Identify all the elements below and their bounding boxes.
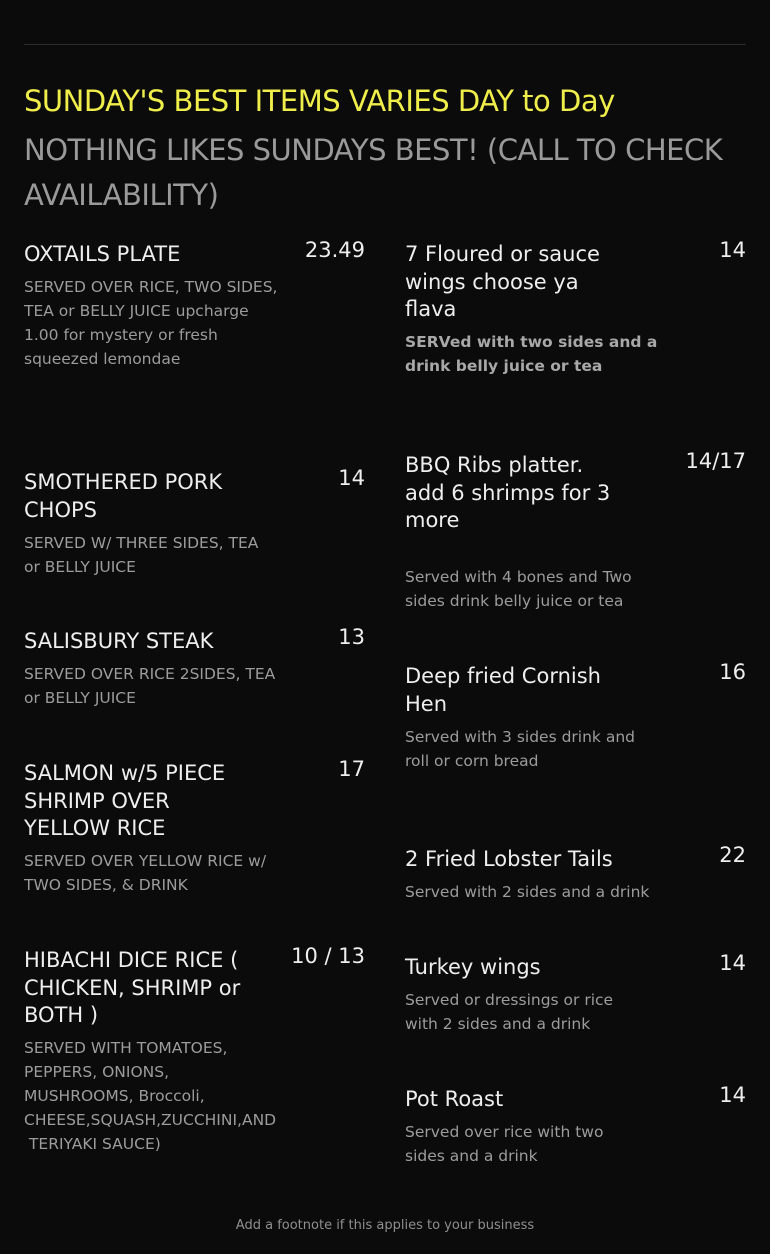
item-price: 14/17	[685, 449, 746, 473]
item-name: OXTAILS PLATE	[24, 242, 181, 266]
item-name: SALISBURY STEAK	[24, 629, 214, 653]
item-name: SMOTHERED PORK CHOPS	[24, 470, 223, 522]
item-name: SALMON w/5 PIECE SHRIMP OVER YELLOW RICE	[24, 761, 226, 840]
item-price: 13	[338, 625, 365, 649]
item-description: SERVED OVER YELLOW RICE w/ TWO SIDES, & DRINK	[24, 852, 267, 894]
item-name: 2 Fried Lobster Tails	[405, 847, 613, 871]
item-description: Served with 2 sides and a drink	[405, 883, 650, 901]
item-description: Served with 4 bones and Two sides drink belly juice or tea	[405, 568, 632, 610]
item-description: Served or dressings or rice with 2 sides and a drink	[405, 991, 614, 1033]
item-description: SERVED W/ THREE SIDES, TEA or BELLY JUICE	[24, 534, 259, 576]
top-divider	[24, 44, 746, 45]
item-price: 17	[338, 757, 365, 781]
item-description: SERVED WITH TOMATOES, PEPPERS, ONIONS, MUSHROOMS, Broccoli, CHEESE,SQUASH,ZUCCHINI,AND TERIYAKI SAUCE)	[24, 1039, 277, 1153]
item-description: SERVED OVER RICE 2SIDES, TEA or BELLY JUICE	[24, 665, 276, 707]
item-name: 7 Floured or sauce wings choose ya flava	[405, 242, 600, 321]
item-name: HIBACHI DICE RICE ( CHICKEN, SHRIMP or BOTH )	[24, 948, 241, 1027]
item-price: 22	[719, 843, 746, 867]
item-description: SERVED OVER RICE, TWO SIDES, TEA or BELLY JUICE upcharge 1.00 for mystery or fresh squeezed lemondae	[24, 278, 278, 368]
footnote: Add a footnote if this applies to your business	[235, 1218, 535, 1233]
item-name: Turkey wings	[405, 955, 541, 979]
item-price: 14	[719, 238, 746, 262]
item-name: BBQ Ribs platter. add 6 shrimps for 3 more	[405, 453, 611, 532]
item-description: Served with 3 sides drink and roll or corn bread	[405, 728, 635, 770]
item-price: 23.49	[304, 238, 365, 262]
menu-headline: SUNDAY'S BEST ITEMS VARIES DAY to Day	[24, 84, 615, 118]
item-name: Deep fried Cornish Hen	[405, 664, 601, 716]
item-price: 14	[719, 1083, 746, 1107]
item-price: 14	[719, 951, 746, 975]
item-description: Served over rice with two sides and a drink	[405, 1123, 604, 1165]
item-description: SERVed with two sides and a drink belly juice or tea	[405, 333, 658, 375]
item-price: 10 / 13	[291, 944, 365, 968]
menu-subhead: NOTHING LIKES SUNDAYS BEST! (CALL TO CHECK AVAILABILITY)	[24, 133, 723, 212]
item-price: 14	[338, 466, 365, 490]
item-name: Pot Roast	[405, 1087, 504, 1111]
item-price: 16	[719, 660, 746, 684]
